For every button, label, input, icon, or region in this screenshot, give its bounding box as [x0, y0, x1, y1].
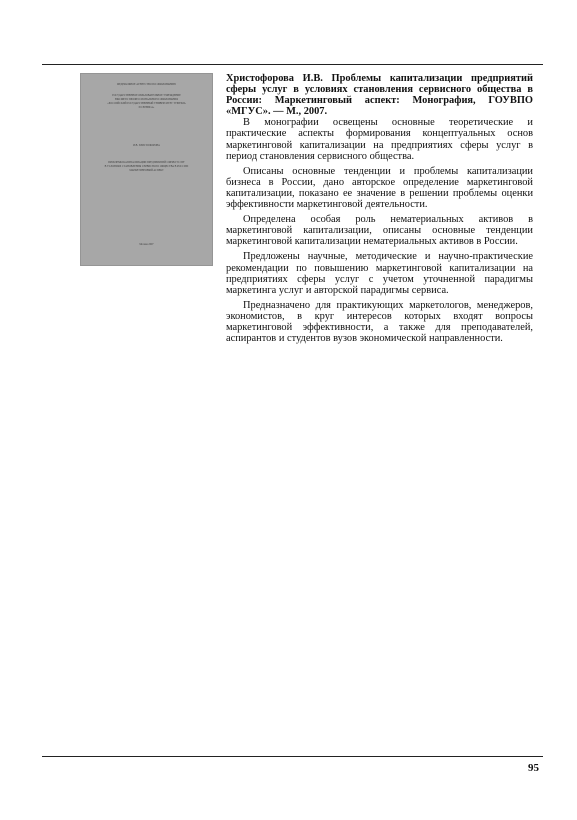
page-number: 95 — [528, 762, 539, 774]
cover-header-line: «РОССИЙСКИЙ ГОСУДАРСТВЕННЫЙ УНИВЕРСИТЕТ ТУРИЗМА — [107, 102, 186, 105]
cover-title-line: ПРОБЛЕМЫ КАПИТАЛИЗАЦИИ ПРЕДПРИЯТИЙ СФЕРЫ УСЛУГ — [108, 161, 185, 164]
book-citation: Христофорова И.В. Проблемы капитализации предприятий сферы услуг в условиях становления сервисного общества в России: Маркетинговый аспект: Монография, ГОУВПО «МГУС». — М., 2007. — [226, 73, 533, 118]
description-paragraph: Предназначено для практикующих маркетологов, менеджеров, экономистов, в круг интересов которых входят вопросы маркетинговой эффективности, а также для преподавателей, аспирантов и студентов вузов экономической направленности. — [226, 299, 533, 345]
cover-header-line: ФЕДЕРАЛЬНОЕ АГЕНТСТВО ПО ОБРАЗОВАНИЮ — [117, 83, 176, 86]
description-paragraph: В монографии освещены основные теоретические и практические аспекты формирования концептуальных основ маркетинговой капитализации на предприятиях сферы услуг в период становления сервисного общества. — [226, 117, 533, 162]
cover-author: И.В. ХРИСТОФОРОВА — [133, 144, 160, 147]
cover-title-line: МАРКЕТИНГОВЫЙ АСПЕКТ — [129, 169, 164, 172]
footer-rule — [42, 756, 543, 757]
cover-header-line: ГОСУДАРСТВЕННОЕ ОБРАЗОВАТЕЛЬНОЕ УЧРЕЖДЕНИЕ — [112, 94, 181, 97]
cover-footer: Москва 2007 — [139, 243, 154, 246]
cover-header-line: ВЫСШЕГО ПРОФЕССИОНАЛЬНОГО ОБРАЗОВАНИЯ — [114, 98, 179, 101]
header-rule — [42, 64, 543, 65]
cover-title-line: В УСЛОВИЯХ СТАНОВЛЕНИЯ СЕРВИСНОГО ОБЩЕСТВА В РОССИИ: — [104, 165, 189, 168]
description-paragraph: Описаны основные тенденции и проблемы капитализации бизнеса в России, дано авторское определение маркетинговой капитализации, показано ее значение в решении проблемы оценки эффективности маркетинговой деятельности. — [226, 165, 533, 211]
description-paragraph: Определена особая роль нематериальных активов в маркетинговой капитализации, описаны основные тенденции маркетинговой капитализации нематериальных активов в России. — [226, 214, 533, 248]
book-cover-image — [80, 73, 213, 266]
book-description — [226, 73, 533, 344]
description-paragraph: Предложены научные, методические и научно-практические рекомендации по повышению маркетинговой капитализации на предприятиях сферы услуг с учетом уточненной парадигмы маркетинга услуг и авторской парадигмы сервиса. — [226, 251, 533, 296]
cover-header-line: И СЕРВИСА» — [138, 106, 155, 109]
